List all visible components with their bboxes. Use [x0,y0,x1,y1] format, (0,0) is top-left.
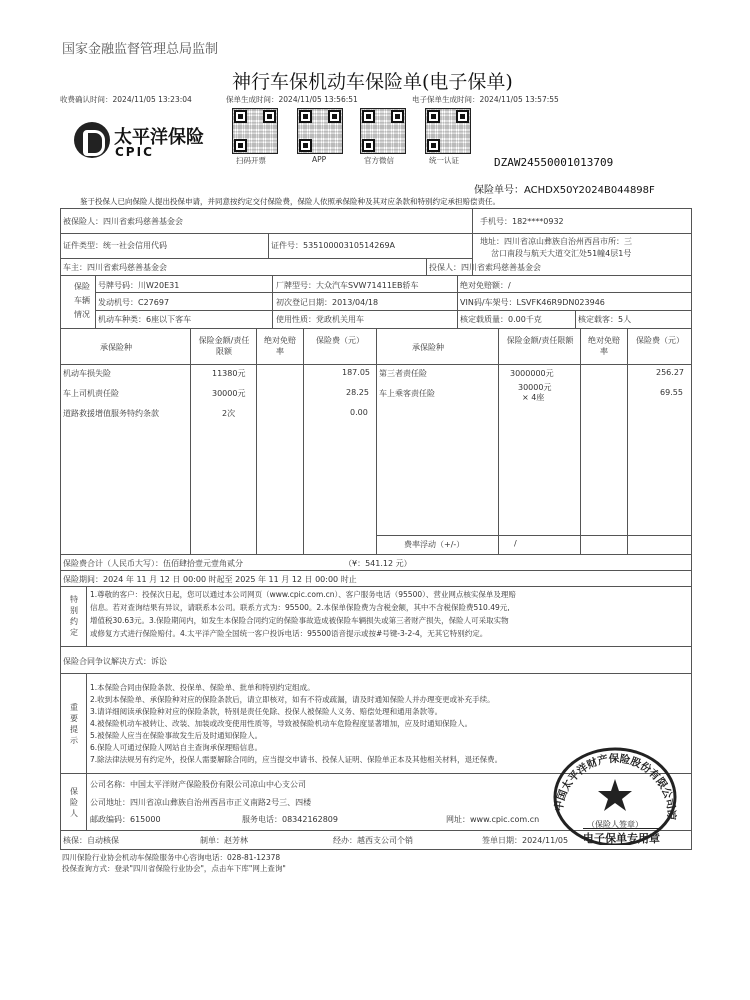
website-label: 网址： [446,815,470,824]
underwriting-label: 核保： [63,836,87,845]
special-line-1: 信息。若对查询结果有异议，请联系本公司。联系方式为：95500。2.本保单保险费为含税金额，其中不含税保险费510.49元, [90,603,510,612]
plate-label: 号牌号码： [98,281,138,290]
deductible-label: 绝对免赔额： [460,281,508,290]
special-line-3: 或修复方式进行保险赔付。4.太平洋产险全国统一客户投诉电话：95500语音提示或按#号键-3-2-4，无其它特别约定。 [90,629,488,638]
rate-float-value: / [514,539,517,548]
important-line-3: 4.被保险机动车被转让、改装、加装或改变使用性质等，导致被保险机动车危险程度显著增加，应及时通知保险人。 [90,719,473,728]
vehicle-type-label: 机动车种类： [98,315,146,324]
invoice-qr-icon[interactable] [232,108,278,154]
coverage-left-name-2: 道路救援增值服务特约条款 [63,409,159,418]
qr-label-wechat: 官方微信 [364,156,394,165]
postcode-label: 邮政编码： [90,815,130,824]
model-label: 厂牌型号： [276,281,316,290]
deductible-value: / [508,281,511,290]
agent-label: 经办： [333,836,357,845]
sign-date: 2024/11/05 [522,836,569,845]
important-line-5: 6.保险人可通过保险人网站自主查询承保理赔信息。 [90,743,263,752]
special-terms-label: 特别约定 [70,595,78,637]
maker-value: 赵芳林 [224,836,248,845]
col-header-premium-right: 保险费（元） [636,336,684,345]
col-header-amount-right: 保险金额/责任限额 [506,336,574,345]
wechat-qr-icon[interactable] [360,108,406,154]
agency-text: 国家金融监督管理总局监制 [62,42,219,57]
applicant-label: 投保人： [429,263,461,272]
service-phone: 08342162809 [282,815,338,824]
important-line-4: 5.被保险人应当在保险事故发生后及时通知保险人。 [90,731,263,740]
vehicle-use: 党政机关用车 [316,315,364,324]
coverage-left-name-1: 车上司机责任险 [63,389,119,398]
coverage-left-amount-1: 30000元 [212,389,246,398]
load-label: 核定载质量： [460,315,508,324]
vehicle-section-label: 保险车辆情况 [74,282,90,319]
qr-label-invoice: 扫码开票 [236,156,266,165]
page-title: 神行车保机动车保险单(电子保单) [232,71,513,93]
footer-note-1: 四川保险行业协会机动车保险服务中心咨询电话：028-81-12378 [62,853,281,862]
insurer-company-label: 公司名称： [90,780,130,789]
company-abbr: CPIC [115,145,154,159]
coverage-right-premium-1: 69.55 [660,388,683,397]
use-label: 使用性质： [276,315,316,324]
intro-text: 鉴于投保人已向保险人提出投保申请，并同意按约定交付保险费，保险人依照承保险种及其对应条款和特别约定承担赔偿责任。 [80,197,500,206]
important-line-2: 3.请详细阅读承保险种对应的保险条款，特别是责任免除、投保人被保险人义务、赔偿处理和通用条款等。 [90,707,443,716]
vehicle-model: 大众汽车SVW71411EB轿车 [316,281,419,290]
insurance-period: 保险期间：2024 年 11 月 12 日 00:00 时起至 2025 年 11 月 12 日 00:00 时止 [63,575,357,584]
col-header-coverage-left: 承保险种 [100,343,132,352]
vehicle-type: 6座以下客车 [146,315,192,324]
id-type: 统一社会信用代码 [103,241,167,250]
phone-label: 手机号： [480,217,512,226]
coverage-left-name-0: 机动车损失险 [63,369,111,378]
important-line-6: 7.除法律法规另有约定外，投保人需要解除合同的，应当提交申请书、投保人证明、保险单正本及其他相关材料，退还保费。 [90,755,503,764]
col-header-amount-left: 保险金额/责任限额 [198,336,250,356]
service-phone-label: 服务电话： [242,815,282,824]
insured-name: 四川省索玛慈善基金会 [103,217,183,226]
plate-number: 川W20E31 [138,281,180,290]
seats-value: 5人 [618,315,632,324]
sign-date-label: 签单日期： [482,836,522,845]
col-header-premium-left: 保险费（元） [316,336,364,345]
website[interactable]: www.cpic.com.cn [470,815,540,824]
policy-gen-time: 保单生成时间：2024/11/05 13:56:51 [226,95,358,104]
app-qr-icon[interactable] [297,108,343,154]
cpic-logo-icon [74,122,110,158]
reg-date-label: 初次登记日期： [276,298,332,307]
applicant: 四川省索玛慈善基金会 [461,263,541,272]
engine-label: 发动机号： [98,298,138,307]
coverage-left-amount-0: 11380元 [212,369,246,378]
company-name: 太平洋保险 [114,127,204,148]
col-header-coverage-right: 承保险种 [412,343,444,352]
epolicy-gen-time: 电子保单生成时间：2024/11/05 13:57:55 [412,95,559,104]
total-premium-value: （¥：541.12 元） [344,559,412,568]
coverage-right-name-0: 第三者责任险 [379,369,427,378]
load-value: 0.00千克 [508,315,542,324]
id-no-label: 证件号： [271,241,303,250]
id-type-label: 证件类型： [63,241,103,250]
seats-label: 核定载客： [578,315,618,324]
reg-date: 2013/04/18 [332,298,379,307]
qr-label-app: APP [312,155,327,164]
coverage-left-premium-1: 28.25 [346,388,369,397]
total-premium-label: 保险费合计（人民币大写）：伍佰肆拾壹元壹角贰分 [63,559,243,568]
insurer-address: 四川省凉山彝族自治州西昌市正义南路2号三、四楼 [130,798,312,807]
coverage-right-name-1: 车上乘客责任险 [379,389,435,398]
address-label: 地址： [480,237,504,246]
receipt-time: 收费确认时间：2024/11/05 13:23:04 [60,95,192,104]
important-line-0: 1.本保险合同由保险条款、投保单、保险单、批单和特别约定组成。 [90,683,315,692]
id-number: 53510000310514269A [303,241,395,250]
insured-name-label: 被保险人： [63,217,103,226]
special-line-2: 增值税30.63元。3.保险期间内，如发生本保险合同约定的保险事故造成被保险车辆损失或第三者财产损失，保险人可采取实物 [90,616,509,625]
seal-label: 电子保单专用章 [583,828,660,846]
insurer-address-label: 公司地址： [90,798,130,807]
policy-number: 保险单号：ACHDX50Y2024B044898F [474,185,655,196]
coverage-left-premium-0: 187.05 [342,368,370,377]
coverage-right-amount-0: 3000000元 [510,369,554,378]
col-header-rate-right: 绝对免赔率 [588,336,620,356]
insurer-section-label: 保险人 [70,787,78,818]
coverage-left-amount-2: 2次 [222,409,236,418]
vehicle-owner: 四川省索玛慈善基金会 [87,263,167,272]
auth-qr-icon[interactable] [425,108,471,154]
coverage-left-premium-2: 0.00 [350,408,368,417]
insurer-company: 中国太平洋财产保险股份有限公司凉山中心支公司 [130,780,306,789]
vin-label: VIN码/车架号： [460,298,517,307]
doc-code: DZAW24550001013709 [494,156,614,169]
seal-caption: （保险人签章） [587,820,643,829]
engine-number: C27697 [138,298,170,307]
insured-address-line1: 四川省凉山彝族自治州西昌市所：三 [504,237,632,246]
owner-label: 车主： [63,263,87,272]
agent-value: 越西支公司个销 [357,836,413,845]
insured-address-line2: 岔口南段与航天大道交汇处51幢4层1号 [491,249,632,258]
rate-float-label: 费率浮动（+/-） [404,540,465,549]
vin-number: LSVFK46R9DN023946 [516,298,605,307]
qr-label-auth: 统一认证 [429,156,459,165]
col-header-rate-left: 绝对免赔率 [264,336,296,356]
footer-note-2: 投保查询方式：登录"四川省保险行业协会"，点击车下库"网上查询" [62,864,286,873]
important-line-1: 2.收到本保险单、承保险种对应的保险条款后，请立即核对，如有不符或疏漏，请及时通知保险人并办理变更或补充手续。 [90,695,495,704]
coverage-right-seats-1: × 4座 [522,393,545,402]
seal-text: 中国太平洋财产保险股份有限公司凉 [552,752,678,821]
underwriting-value: 自动核保 [87,836,119,845]
special-line-0: 1.尊敬的客户：投保次日起，您可以通过本公司网页（www.cpic.com.cn）、客户服务电话（95500）、营业网点核实保单及理赔 [90,590,516,599]
coverage-right-amount-1: 30000元 [518,383,552,392]
dispute-resolution: 保险合同争议解决方式：诉讼 [63,657,167,666]
insured-phone: 182****0932 [512,217,564,226]
important-notes-label: 重要提示 [70,703,78,745]
postcode: 615000 [130,815,161,824]
maker-label: 制单： [200,836,224,845]
coverage-right-premium-0: 256.27 [656,368,684,377]
